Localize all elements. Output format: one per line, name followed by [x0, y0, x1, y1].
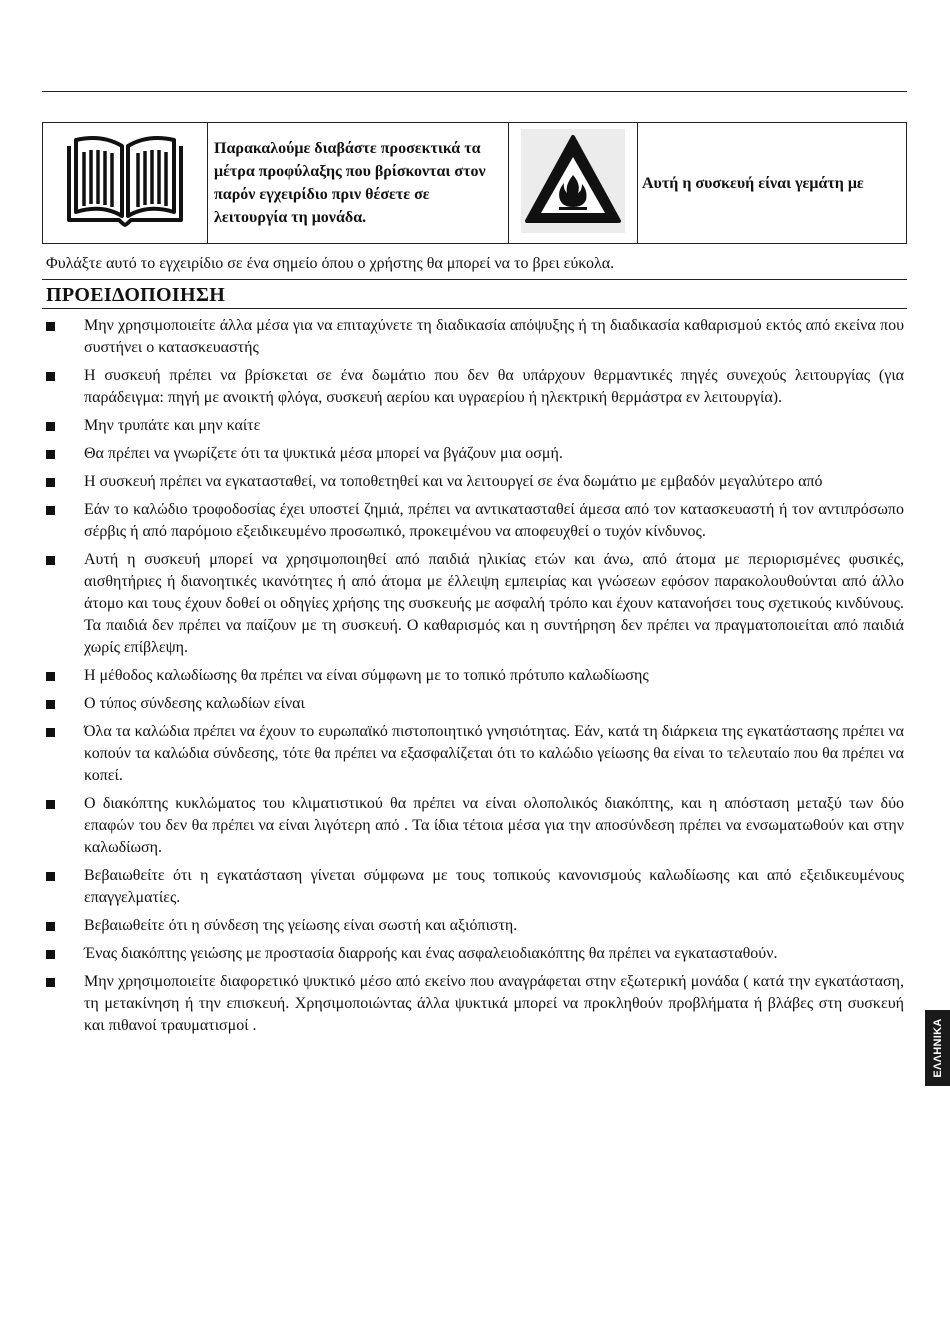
warning-text: Βεβαιωθείτε ότι η σύνδεση της γείωσης είναι σωστή και αξιόπιστη.	[84, 917, 518, 934]
list-item	[46, 665, 904, 687]
square-bullet-icon	[46, 872, 55, 881]
square-bullet-icon	[46, 672, 55, 681]
square-bullet-icon	[46, 322, 55, 331]
list-item	[46, 971, 904, 1037]
language-tab-label: ΕΛΛΗΝΙΚΑ	[931, 1018, 944, 1078]
square-bullet-icon	[46, 950, 55, 959]
warning-text: Η συσκευή πρέπει να βρίσκεται σε ένα δωμάτιο που δεν θα υπάρχουν θερμαντικές πηγές συνεχούς λειτουργίας (για παράδειγμα: πηγή με ανοικτή φλόγα, συσκευή αερίου και υγραερίου ή ηλεκτρική θερμάστρα εν λειτουργία).	[84, 367, 904, 406]
warning-text: Μην τρυπάτε και μην καίτε	[84, 417, 261, 434]
warning-text: Μην χρησιμοποιείτε άλλα μέσα για να επιταχύνετε τη διαδικασία απόψυξης ή τη διαδικασία καθαρισμού εκτός από εκείνα που συστήνει ο κατασκευαστής	[84, 317, 904, 356]
square-bullet-icon	[46, 422, 55, 431]
top-rule	[42, 91, 907, 92]
square-bullet-icon	[46, 478, 55, 487]
warning-text: Ένας διακόπτης γειώσης με προστασία διαρροής και ένας ασφαλειοδιακόπτης θα πρέπει να εγκατασταθούν.	[84, 945, 778, 962]
book-icon-cell	[43, 123, 208, 244]
list-item	[46, 415, 904, 437]
list-item	[46, 721, 904, 787]
warnings-list	[46, 315, 904, 1043]
read-manual-text: Παρακαλούμε διαβάστε προσεκτικά τα μέτρα προφύλαξης που βρίσκονται στον παρόν εγχειρίδιο πριν θέσετε σε λειτουργία τη μονάδα.	[214, 140, 486, 226]
square-bullet-icon	[46, 978, 55, 987]
list-item	[46, 365, 904, 409]
square-bullet-icon	[46, 800, 55, 809]
section-rule-bottom	[42, 308, 907, 309]
warning-text: Ο τύπος σύνδεσης καλωδίων είναι	[84, 695, 305, 712]
list-item	[46, 499, 904, 543]
warning-text: Η μέθοδος καλωδίωσης θα πρέπει να είναι σύμφωνη με το τοπικό πρότυπο καλωδίωσης	[84, 667, 649, 684]
keep-manual-note: Φυλάξτε αυτό το εγχειρίδιο σε ένα σημείο όπου ο χρήστης θα μπορεί να το βρει εύκολα.	[46, 255, 615, 272]
section-title: ΠΡΟΕΙΔΟΠΟΙΗΣΗ	[46, 284, 226, 306]
warning-text: Η συσκευή πρέπει να εγκατασταθεί, να τοποθετηθεί και να λειτουργεί σε ένα δωμάτιο με εμβαδόν μεγαλύτερο από	[84, 473, 823, 490]
square-bullet-icon	[46, 450, 55, 459]
list-item	[46, 793, 904, 859]
list-item	[46, 471, 904, 493]
warning-text: Μην χρησιμοποιείτε διαφορετικό ψυκτικό μέσο από εκείνο που αναγράφεται στην εξωτερική μονάδα ( κατά την εγκατάσταση, τη μετακίνηση ή την επισκευή. Χρησιμοποιώντας άλλα ψυκτικά μπορεί να προκληθούν προβλήματα ή βλάβες στη συσκευή και πιθανοί τραυματισμοί .	[84, 973, 904, 1034]
warning-text: Αυτή η συσκευή μπορεί να χρησιμοποιηθεί από παιδιά ηλικίας ετών και άνω, από άτομα με περιορισμένες φυσικές, αισθητήριες ή διανοητικές ικανότητες ή από άτομα με έλλειψη εμπειρίας και γνώσεων εφόσον παρακολουθούνται από άλλο άτομο και τους έχουν δοθεί οι οδηγίες χρήσης της συσκευής με ασφαλή τρόπο και έχουν κατανοήσει τους σχετικούς κινδύνους. Τα παιδιά δεν πρέπει να παίζουν με τη συσκευή. Ο καθαρισμός και η συντήρηση δεν πρέπει να πραγματοποιείται από παιδιά χωρίς επίβλεψη.	[84, 551, 904, 656]
warning-text: Εάν το καλώδιο τροφοδοσίας έχει υποστεί ζημιά, πρέπει να αντικατασταθεί άμεσα από τον κατασκευαστή ή τον αντιπρόσωπο σέρβις ή από παρόμοιο εξειδικευμένο προσωπικό, προκειμένου να αποφευχθεί ο τυχόν κίνδυνος.	[84, 501, 904, 540]
list-item	[46, 443, 904, 465]
warning-text: Βεβαιωθείτε ότι η εγκατάσταση γίνεται σύμφωνα με τους τοπικούς κανονισμούς καλωδίωσης και από εξειδικευμένους επαγγελματίες.	[84, 867, 904, 906]
flammable-note-text: Αυτή η συσκευή είναι γεμάτη με	[642, 174, 864, 192]
list-item	[46, 549, 904, 659]
warning-text: Ο διακόπτης κυκλώματος του κλιματιστικού θα πρέπει να είναι ολοπολικός διακόπτης, και η απόσταση μεταξύ των δύο επαφών του δεν θα πρέπει να είναι λιγότερη από . Τα ίδια τέτοια μέσα για την αποσύνδεση πρέπει να ενσωματωθούν και στην καλωδίωση.	[84, 795, 904, 856]
list-item	[46, 315, 904, 359]
open-book-icon	[64, 132, 186, 230]
square-bullet-icon	[46, 556, 55, 565]
square-bullet-icon	[46, 728, 55, 737]
warning-text: Θα πρέπει να γνωρίζετε ότι τα ψυκτικά μέσα μπορεί να βγάζουν μια οσμή.	[84, 445, 563, 462]
warning-text: Όλα τα καλώδια πρέπει να έχουν το ευρωπαϊκό πιστοποιητικό γνησιότητας. Εάν, κατά τη διάρκεια της εγκατάστασης πρέπει να κοπούν τα καλώδια σύνδεσης, τότε θα πρέπει να εξασφαλίζεται ότι το καλώδιο γείωσης θα είναι το τελευταίο που θα πρέπει να κοπεί.	[84, 723, 904, 784]
square-bullet-icon	[46, 506, 55, 515]
list-item	[46, 943, 904, 965]
flammable-warning-icon	[521, 129, 625, 233]
section-rule-top	[42, 279, 907, 280]
list-item	[46, 865, 904, 909]
language-tab	[925, 1010, 950, 1086]
notice-table	[42, 122, 907, 244]
square-bullet-icon	[46, 372, 55, 381]
flammable-icon-cell	[509, 123, 638, 244]
square-bullet-icon	[46, 922, 55, 931]
list-item	[46, 915, 904, 937]
list-item	[46, 693, 904, 715]
flammable-note-cell	[638, 123, 907, 244]
read-manual-cell	[208, 123, 509, 244]
square-bullet-icon	[46, 700, 55, 709]
